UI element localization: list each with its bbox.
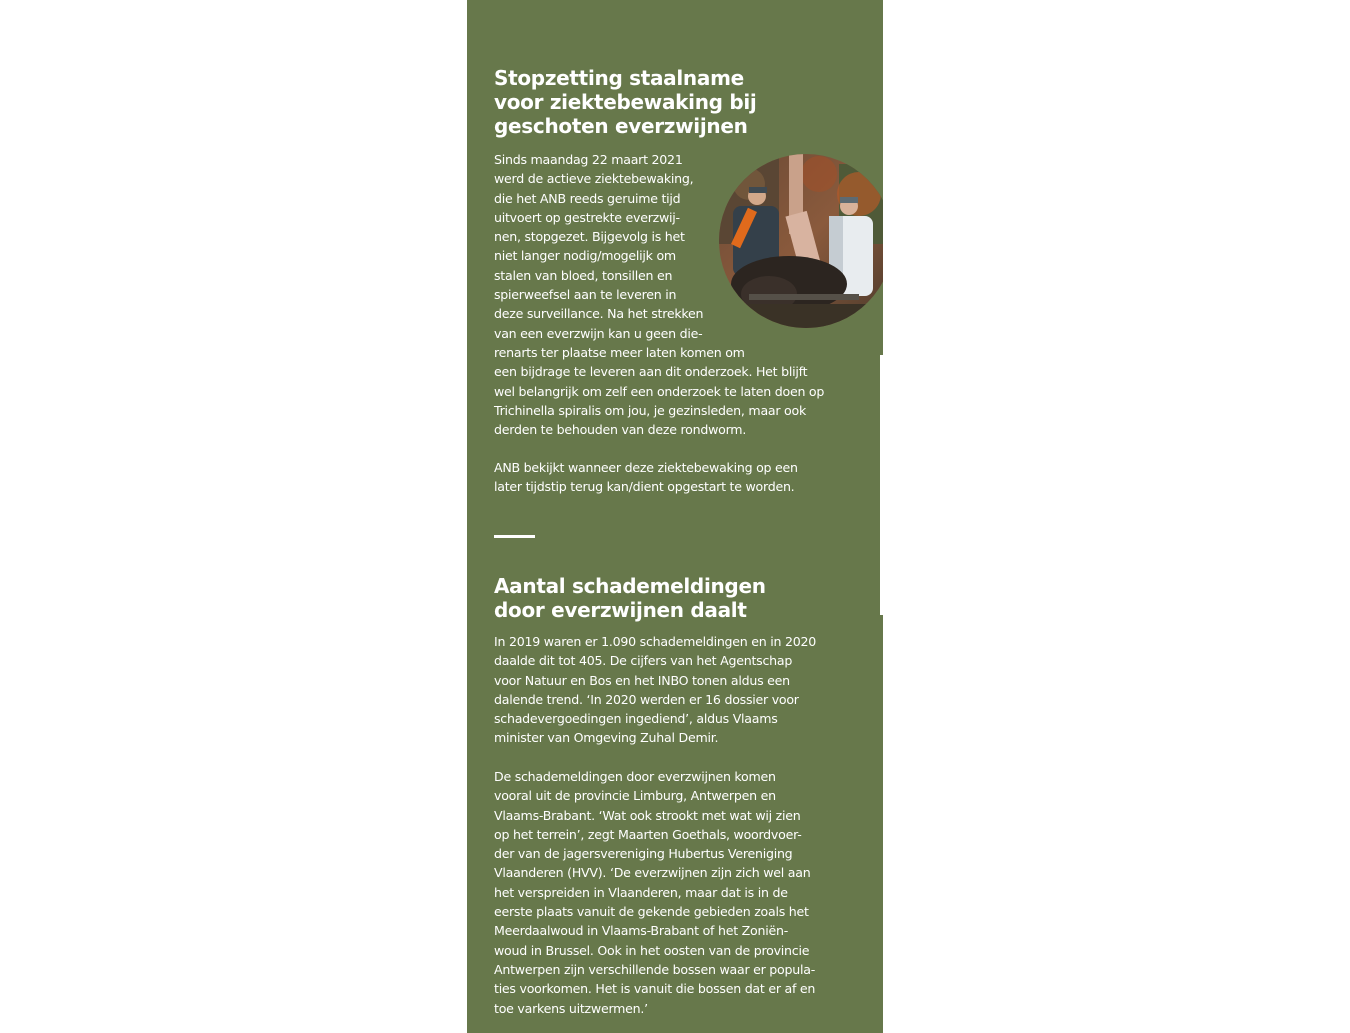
text-line: Antwerpen zijn verschillende bossen waar er popula- [494,961,815,977]
text-line: daalde dit tot 405. De cijfers van het Agentschap [494,653,793,669]
page-edge-line [880,355,883,615]
text-line: het verspreiden in Vlaanderen, maar dat is in de [494,884,788,900]
section-divider [494,535,535,538]
text-line: niet langer nodig/mogelijk om [494,248,676,264]
text-line: voor Natuur en Bos en het INBO tonen aldus een [494,672,790,688]
text-line: Trichinella spiralis om jou, je gezinsleden, maar ook [494,402,807,418]
text-line: deze surveillance. Na het strekken [494,306,704,322]
text-line: Vlaams-Brabant. ‘Wat ook strookt met wat wij zien [494,807,801,823]
text-line: toe varkens uitzwermen.’ [494,1000,648,1016]
article2-paragraph2 [494,767,815,1018]
text-line: schadevergoedingen ingediend’, aldus Vlaams [494,711,778,727]
text-line: De schademeldingen door everzwijnen komen [494,769,776,784]
article1-title: Stopzetting staalname voor ziektebewaking bij geschoten everzwijnen [494,66,757,138]
text-line: uitvoert op gestrekte everzwij- [494,209,680,225]
text-line: derden te behouden van deze rondworm. [494,422,747,438]
text-line: spierweefsel aan te leveren in [494,287,677,303]
article2-title: Aantal schademeldingen door everzwijnen daalt [494,574,766,622]
text-line: later tijdstip terug kan/dient opgestart te worden. [494,479,795,495]
article2-paragraph1 [494,632,816,748]
text-line: van een everzwijn kan u geen die- [494,325,703,341]
magazine-page [467,0,883,1033]
text-line: Meerdaalwoud in Vlaams-Brabant of het Zoniën- [494,923,789,939]
text-line: woud in Brussel. Ook in het oosten van de provincie [494,942,810,958]
text-line: In 2019 waren er 1.090 schademeldingen en in 2020 [494,634,817,649]
text-line: wel belangrijk om zelf een onderzoek te laten doen op [494,383,825,399]
text-line: stalen van bloed, tonsillen en [494,267,673,283]
text-line: vooral uit de provincie Limburg, Antwerpen en [494,788,776,804]
text-line: op het terrein’, zegt Maarten Goethals, woordvoer- [494,826,802,842]
article1-paragraph1 [494,150,824,439]
text-line: werd de actieve ziektebewaking, [494,171,694,187]
text-line: Vlaanderen (HVV). ‘De everzwijnen zijn zich wel aan [494,865,811,881]
text-line: renarts ter plaatse meer laten komen om [494,344,745,360]
text-line: die het ANB reeds geruime tijd [494,190,681,206]
text-line: minister van Omgeving Zuhal Demir. [494,730,719,746]
text-line: nen, stopgezet. Bijgevolg is het [494,229,685,245]
text-line: der van de jagersvereniging Hubertus Vereniging [494,846,793,862]
text-line: Sinds maandag 22 maart 2021 [494,152,683,167]
text-line: een bijdrage te leveren aan dit onderzoek. Het blijft [494,364,808,380]
text-line: ties voorkomen. Het is vanuit die bossen dat er af en [494,981,816,997]
text-line: eerste plaats vanuit de gekende gebieden zoals het [494,904,809,920]
text-line: ANB bekijkt wanneer deze ziektebewaking op een [494,460,798,475]
text-line: dalende trend. ‘In 2020 werden er 16 dossier voor [494,691,799,707]
article1-paragraph2 [494,458,798,497]
